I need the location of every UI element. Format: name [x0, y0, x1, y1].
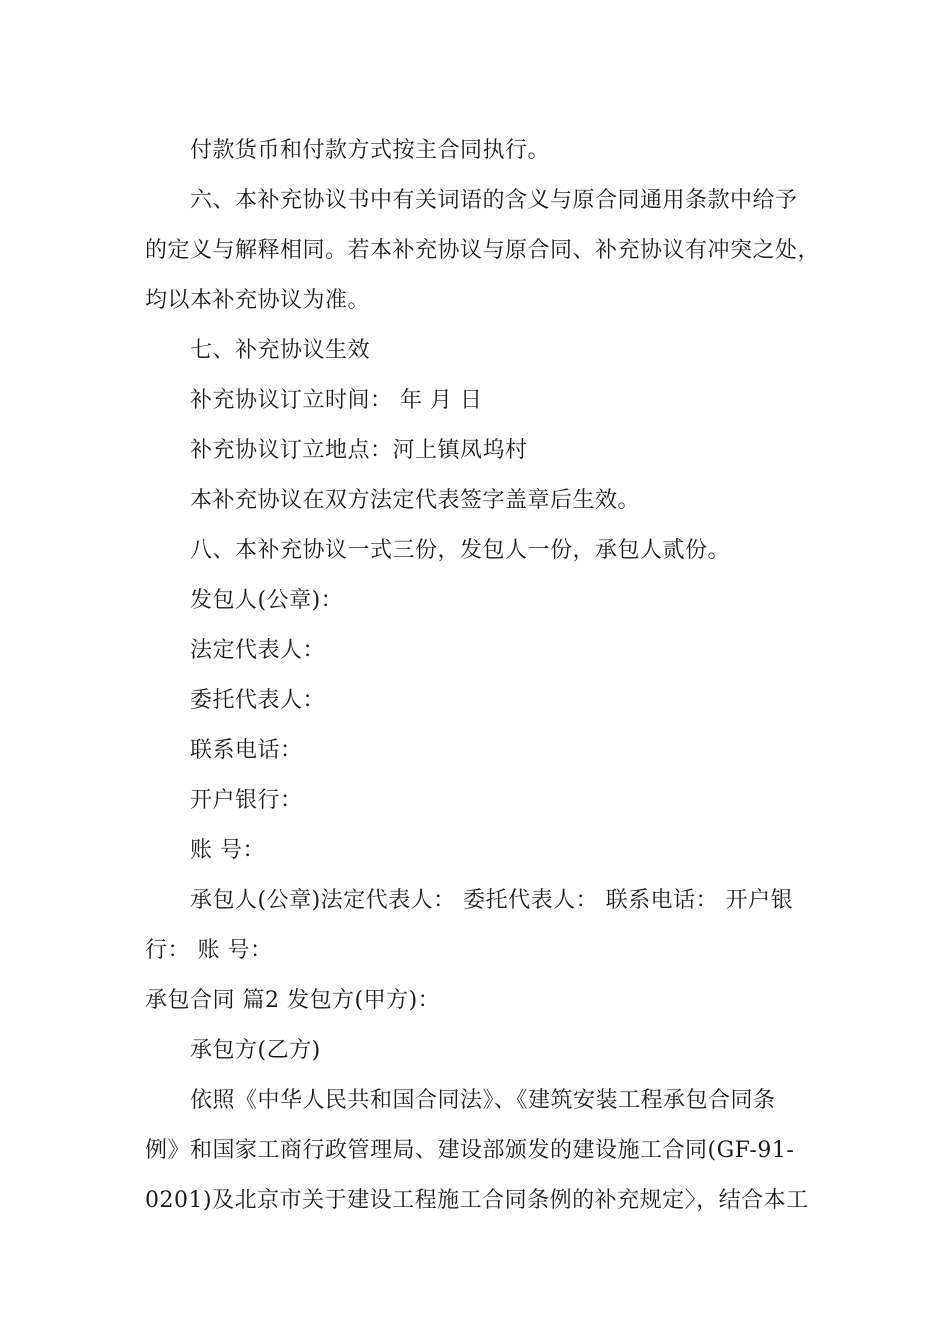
- legal-basis-line-2: 例》和国家工商行政管理局、建设部颁发的建设施工合同(GF-91-: [145, 1138, 795, 1163]
- bank-label: 开户银行：: [190, 788, 303, 813]
- clause-six-line-2: 的定义与解释相同。若本补充协议与原合同、补充协议有冲突之处，: [145, 238, 821, 263]
- legal-basis-line-1: 依照《中华人民共和国合同法》、《建筑安装工程承包合同条: [190, 1088, 776, 1113]
- contractor-info-line-2: 行： 账 号：: [145, 938, 273, 963]
- phone-label: 联系电话：: [190, 738, 303, 763]
- clause-six-line-1: 六、本补充协议书中有关词语的含义与原合同通用条款中给予: [190, 188, 798, 213]
- clause-eight: 八、本补充协议一式三份，发包人一份，承包人贰份。: [190, 538, 731, 563]
- contractor-info-line-1: 承包人(公章)法定代表人： 委托代表人： 联系电话： 开户银: [190, 888, 794, 913]
- authorized-representative-label: 委托代表人：: [190, 688, 326, 713]
- clause-six-line-3: 均以本补充协议为准。: [145, 288, 371, 313]
- effective-statement: 本补充协议在双方法定代表签字盖章后生效。: [190, 488, 641, 513]
- paragraph-payment-currency: 付款货币和付款方式按主合同执行。: [190, 138, 551, 163]
- contract-part-2-heading: 承包合同 篇2 发包方(甲方)：: [145, 988, 441, 1013]
- legal-representative-label: 法定代表人：: [190, 638, 326, 663]
- account-label: 账 号：: [190, 838, 265, 863]
- signing-date: 补充协议订立时间： 年 月 日: [190, 388, 483, 413]
- clause-seven-heading: 七、补充协议生效: [190, 338, 371, 363]
- legal-basis-line-3: 0201)及北京市关于建设工程施工合同条例的补充规定〉，结合本工: [145, 1188, 809, 1213]
- contractor-party-label: 承包方(乙方): [190, 1038, 321, 1063]
- employer-seal-label: 发包人(公章)：: [190, 588, 344, 613]
- signing-place: 补充协议订立地点：河上镇凤坞村: [190, 438, 528, 463]
